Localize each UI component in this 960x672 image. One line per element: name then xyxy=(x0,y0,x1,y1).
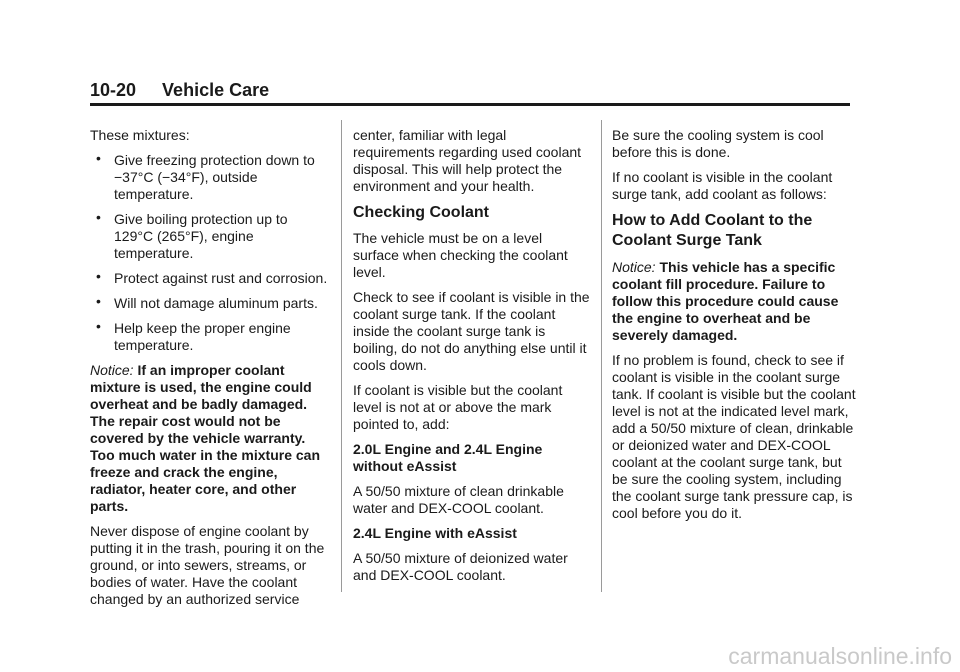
subheading-engine-with-eassist: 2.4L Engine with eAssist xyxy=(353,525,517,541)
paragraph: A 50/50 mixture of clean drinkable water and DEX-COOL coolant. xyxy=(353,483,564,516)
watermark-text: carmanualsonline.info xyxy=(728,643,952,669)
page-header xyxy=(90,80,850,101)
notice-label: Notice: xyxy=(612,259,656,275)
column-1 xyxy=(90,127,330,616)
paragraph: A 50/50 mixture of deionized water and DEX-COOL coolant. xyxy=(353,550,568,583)
list-item: • Help keep the proper engine temperature. xyxy=(90,320,330,354)
header-title xyxy=(90,80,850,101)
mixture-benefits-list xyxy=(90,152,330,354)
paragraph: If no problem is found, check to see if coolant is visible in the coolant surge tank. If coolant is visible but the coolant level is not at the indicated level mark, add a 50/50 mixture of clean, drinkable or deionized water and DEX-COOL coolant at the coolant surge tank, but be sure the cooling system, including the coolant surge tank pressure cap, is cool before you do it. xyxy=(612,352,856,521)
subheading-engine-without-eassist: 2.0L Engine and 2.4L Engine without eAssist xyxy=(353,441,543,474)
notice-text: This vehicle has a specific coolant fill procedure. Failure to follow this procedure could cause the engine to overheat and be severely damaged. xyxy=(612,259,839,343)
list-item: • Give boiling protection up to 129°C (265°F), engine temperature. xyxy=(90,211,330,262)
paragraph: If no coolant is visible in the coolant surge tank, add coolant as follows: xyxy=(612,169,833,202)
paragraph: Be sure the cooling system is cool before this is done. xyxy=(612,127,824,160)
section-heading-checking-coolant: Checking Coolant xyxy=(353,204,490,221)
column-3 xyxy=(612,127,857,530)
header-rule xyxy=(90,103,850,106)
notice-text: If an improper coolant mixture is used, the engine could overheat and be badly damaged. The repair cost would not be covered by the vehicle warranty. Too much water in the mixture can freeze and crack the engine, radiator, heater core, and other parts. xyxy=(90,362,321,514)
column-divider-1 xyxy=(341,120,342,592)
notice-label: Notice: xyxy=(90,362,134,378)
notice-paragraph xyxy=(612,259,857,344)
column-2 xyxy=(353,127,591,592)
list-item: • Will not damage aluminum parts. xyxy=(90,295,330,312)
paragraph: Check to see if coolant is visible in the coolant surge tank. If the coolant inside the coolant surge tank is boiling, do not do anything else until it cools down. xyxy=(353,289,590,373)
section-heading-add-coolant: How to Add Coolant to the Coolant Surge Tank xyxy=(612,212,813,249)
notice-paragraph xyxy=(90,362,330,515)
intro-text: These mixtures: xyxy=(90,127,190,143)
section-title: Vehicle Care xyxy=(162,80,270,100)
paragraph: The vehicle must be on a level surface when checking the coolant level. xyxy=(353,230,568,280)
page-number: 10-20 xyxy=(90,80,137,100)
paragraph: If coolant is visible but the coolant level is not at or above the mark pointed to, add: xyxy=(353,382,563,432)
list-item: • Protect against rust and corrosion. xyxy=(90,270,330,287)
disposal-paragraph: Never dispose of engine coolant by putting it in the trash, pouring it on the ground, or into sewers, streams, or bodies of water. Have the coolant changed by an authorized service xyxy=(90,523,325,607)
disposal-paragraph-continued: center, familiar with legal requirements regarding used coolant disposal. This will help protect the environment and your health. xyxy=(353,127,582,194)
list-item: • Give freezing protection down to −37°C (−34°F), outside temperature. xyxy=(90,152,330,203)
column-divider-2 xyxy=(601,120,602,592)
